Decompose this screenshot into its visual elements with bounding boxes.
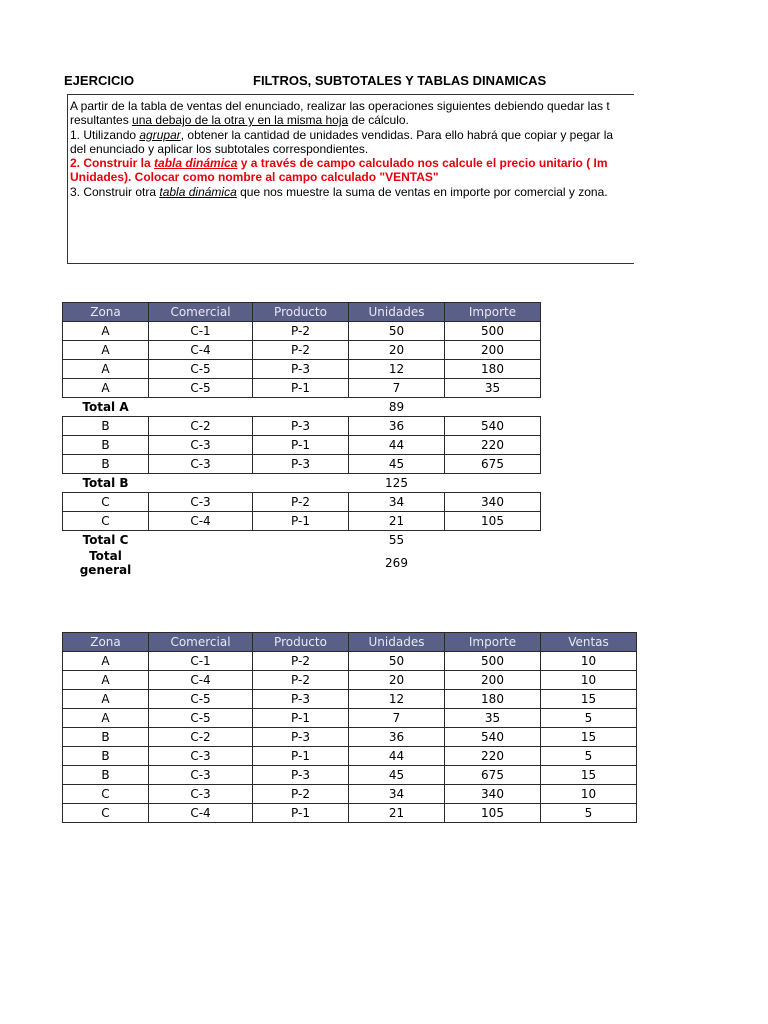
table-cell: 7 — [349, 379, 445, 398]
column-header: Producto — [253, 303, 349, 322]
table-cell: P-1 — [253, 436, 349, 455]
table-cell: C-3 — [149, 747, 253, 766]
table-cell: C — [63, 804, 149, 823]
table-cell: C-5 — [149, 690, 253, 709]
table-cell: 20 — [349, 341, 445, 360]
table-cell: 540 — [445, 417, 541, 436]
table-cell: 200 — [445, 341, 541, 360]
table-row — [63, 322, 541, 341]
table-cell: 89 — [388, 400, 405, 414]
table-cell: 340 — [445, 785, 541, 804]
table-cell: 55 — [388, 533, 405, 547]
table-cell: Total A — [82, 400, 129, 414]
table-row — [63, 766, 637, 785]
table-row — [63, 785, 637, 804]
page-title: FILTROS, SUBTOTALES Y TABLAS DINAMICAS — [253, 73, 547, 88]
table-cell: P-2 — [253, 493, 349, 512]
table-cell: C-4 — [149, 804, 253, 823]
table-cell: 675 — [445, 455, 541, 474]
table-cell: C-4 — [149, 341, 253, 360]
table-cell: C-3 — [149, 455, 253, 474]
table-cell — [445, 474, 541, 493]
table-cell: 125 — [385, 476, 408, 490]
table-cell: B — [63, 766, 149, 785]
column-header: Importe — [445, 633, 541, 652]
column-header: Producto — [253, 633, 349, 652]
table-cell: 50 — [349, 652, 445, 671]
table-cell: A — [63, 341, 149, 360]
table-cell: C-4 — [149, 512, 253, 531]
table-cell — [149, 398, 253, 417]
table-cell: P-2 — [253, 322, 349, 341]
table-cell: 45 — [349, 766, 445, 785]
column-header: Comercial — [149, 303, 253, 322]
table-cell: 180 — [445, 360, 541, 379]
table-cell: C-2 — [149, 417, 253, 436]
table-cell: 44 — [349, 747, 445, 766]
instruction-line-5 — [70, 156, 608, 170]
table-row — [63, 709, 637, 728]
table-cell: 35 — [445, 709, 541, 728]
table-row — [63, 690, 637, 709]
table-cell: P-2 — [253, 341, 349, 360]
table-cell: P-3 — [253, 417, 349, 436]
table-cell: B — [63, 728, 149, 747]
table-cell: P-3 — [253, 728, 349, 747]
table-cell: P-1 — [253, 379, 349, 398]
table-cell: 10 — [541, 652, 637, 671]
text-run: resultantes — [70, 113, 133, 127]
table-cell: P-2 — [253, 785, 349, 804]
table-cell: A — [63, 379, 149, 398]
instructions-box — [67, 94, 634, 264]
column-header: Ventas — [541, 633, 637, 652]
table-row — [63, 512, 541, 531]
exercise-label: EJERCICIO — [64, 73, 135, 88]
table-cell: 105 — [445, 804, 541, 823]
table-cell: B — [63, 455, 149, 474]
table-cell: C-3 — [149, 493, 253, 512]
table-cell: 500 — [445, 652, 541, 671]
table-cell: C-5 — [149, 709, 253, 728]
instruction-line-7 — [70, 185, 608, 199]
table-cell: A — [63, 690, 149, 709]
column-header: Unidades — [349, 303, 445, 322]
table-cell: 45 — [349, 455, 445, 474]
table-cell — [253, 549, 349, 577]
table-cell: 36 — [349, 417, 445, 436]
table-cell: P-1 — [253, 512, 349, 531]
table-row — [63, 728, 637, 747]
table-cell: 5 — [541, 747, 637, 766]
table-cell — [445, 531, 541, 550]
total-row — [63, 474, 541, 493]
table-cell: 675 — [445, 766, 541, 785]
table-cell: 10 — [541, 671, 637, 690]
table-cell: C-1 — [149, 652, 253, 671]
table-row — [63, 671, 637, 690]
total-row — [63, 398, 541, 417]
table-cell: P-1 — [253, 709, 349, 728]
table-cell: P-2 — [253, 652, 349, 671]
table-cell: C — [63, 512, 149, 531]
table-cell: 44 — [349, 436, 445, 455]
table-cell: 15 — [541, 728, 637, 747]
table-row — [63, 379, 541, 398]
table-cell: 500 — [445, 322, 541, 341]
text-run: que nos muestre la suma de ventas en importe por comercial y zona. — [236, 185, 608, 199]
text-run: 2. Construir la — [70, 156, 155, 170]
column-header: Zona — [63, 303, 149, 322]
table-cell: P-2 — [253, 671, 349, 690]
column-header: Unidades — [349, 633, 445, 652]
table-cell: P-3 — [253, 455, 349, 474]
text-run: tabla dinámica — [159, 185, 237, 199]
table-cell: P-3 — [253, 690, 349, 709]
column-header: Comercial — [149, 633, 253, 652]
table-cell: 21 — [349, 804, 445, 823]
table-row — [63, 747, 637, 766]
instruction-line-2 — [70, 113, 409, 127]
table-cell: B — [63, 417, 149, 436]
table-cell: A — [63, 360, 149, 379]
table-cell: C-5 — [149, 379, 253, 398]
table-cell: P-3 — [253, 766, 349, 785]
table-cell: C-4 — [149, 671, 253, 690]
pivot-table — [62, 632, 637, 823]
table-row — [63, 652, 637, 671]
table-cell: 34 — [349, 493, 445, 512]
table-cell: Total general — [79, 549, 132, 577]
table-cell: A — [63, 671, 149, 690]
table-row — [63, 341, 541, 360]
table-cell: 220 — [445, 436, 541, 455]
text-run: , obtener la cantidad de unidades vendidas. Para ello habrá que copiar y pegar la — [180, 128, 614, 142]
text-run: 3. Construir otra — [70, 185, 160, 199]
table-cell — [445, 398, 541, 417]
table-cell — [149, 474, 253, 493]
subtotals-table — [62, 302, 541, 577]
table-cell: 200 — [445, 671, 541, 690]
table-cell: A — [63, 322, 149, 341]
total-row — [63, 531, 541, 550]
table-cell: 35 — [445, 379, 541, 398]
instruction-line-4: del enunciado y aplicar los subtotales correspondientes. — [70, 142, 369, 156]
table-row — [63, 360, 541, 379]
total-row — [63, 549, 541, 577]
table-cell: 12 — [349, 690, 445, 709]
table-cell: 5 — [541, 709, 637, 728]
table-cell — [253, 474, 349, 493]
column-header: Zona — [63, 633, 149, 652]
text-run: tabla dinámica — [154, 156, 238, 170]
text-run: 1. Utilizando — [70, 128, 140, 142]
table-cell — [149, 549, 253, 577]
table-cell: P-1 — [253, 747, 349, 766]
table-cell: 340 — [445, 493, 541, 512]
table-cell: 15 — [541, 766, 637, 785]
table-cell: A — [63, 709, 149, 728]
table-cell: Total C — [82, 533, 129, 547]
column-header: Importe — [445, 303, 541, 322]
instruction-line-1: A partir de la tabla de ventas del enunciado, realizar las operaciones siguientes debiendo quedar las t — [70, 99, 610, 113]
table-cell: C-2 — [149, 728, 253, 747]
table-cell: 12 — [349, 360, 445, 379]
table-cell: 20 — [349, 671, 445, 690]
table-cell: Total B — [82, 476, 129, 490]
table-cell: B — [63, 747, 149, 766]
instruction-line-3 — [70, 128, 613, 142]
table-row — [63, 493, 541, 512]
table-cell: 5 — [541, 804, 637, 823]
table-row — [63, 436, 541, 455]
table-cell: 21 — [349, 512, 445, 531]
table-cell: C-3 — [149, 785, 253, 804]
table-cell: 540 — [445, 728, 541, 747]
table-cell — [253, 398, 349, 417]
table-cell: 105 — [445, 512, 541, 531]
table-row — [63, 455, 541, 474]
table-cell: C-3 — [149, 766, 253, 785]
table-cell — [253, 531, 349, 550]
table-cell: C-3 — [149, 436, 253, 455]
table-cell: C-5 — [149, 360, 253, 379]
table-row — [63, 804, 637, 823]
text-run: y a través de campo calculado nos calcule el precio unitario ( Im — [237, 156, 608, 170]
instruction-line-6: Unidades). Colocar como nombre al campo calculado "VENTAS" — [70, 170, 439, 184]
table-cell: 269 — [385, 556, 408, 570]
table-cell: P-1 — [253, 804, 349, 823]
table-cell: 15 — [541, 690, 637, 709]
table-cell — [445, 549, 541, 577]
table-cell: C — [63, 493, 149, 512]
table-cell: C-1 — [149, 322, 253, 341]
table-cell: 50 — [349, 322, 445, 341]
table-cell: 34 — [349, 785, 445, 804]
table-cell: B — [63, 436, 149, 455]
text-run: una debajo de la otra y en la misma hoja — [132, 113, 349, 127]
text-run: agrupar — [139, 128, 181, 142]
table-cell: C — [63, 785, 149, 804]
table-cell: 7 — [349, 709, 445, 728]
table-cell: A — [63, 652, 149, 671]
table-cell: 180 — [445, 690, 541, 709]
table-cell: 220 — [445, 747, 541, 766]
table-row — [63, 417, 541, 436]
table-cell: 10 — [541, 785, 637, 804]
text-run: de cálculo. — [348, 113, 409, 127]
table-cell: P-3 — [253, 360, 349, 379]
table-cell: 36 — [349, 728, 445, 747]
table-cell — [149, 531, 253, 550]
